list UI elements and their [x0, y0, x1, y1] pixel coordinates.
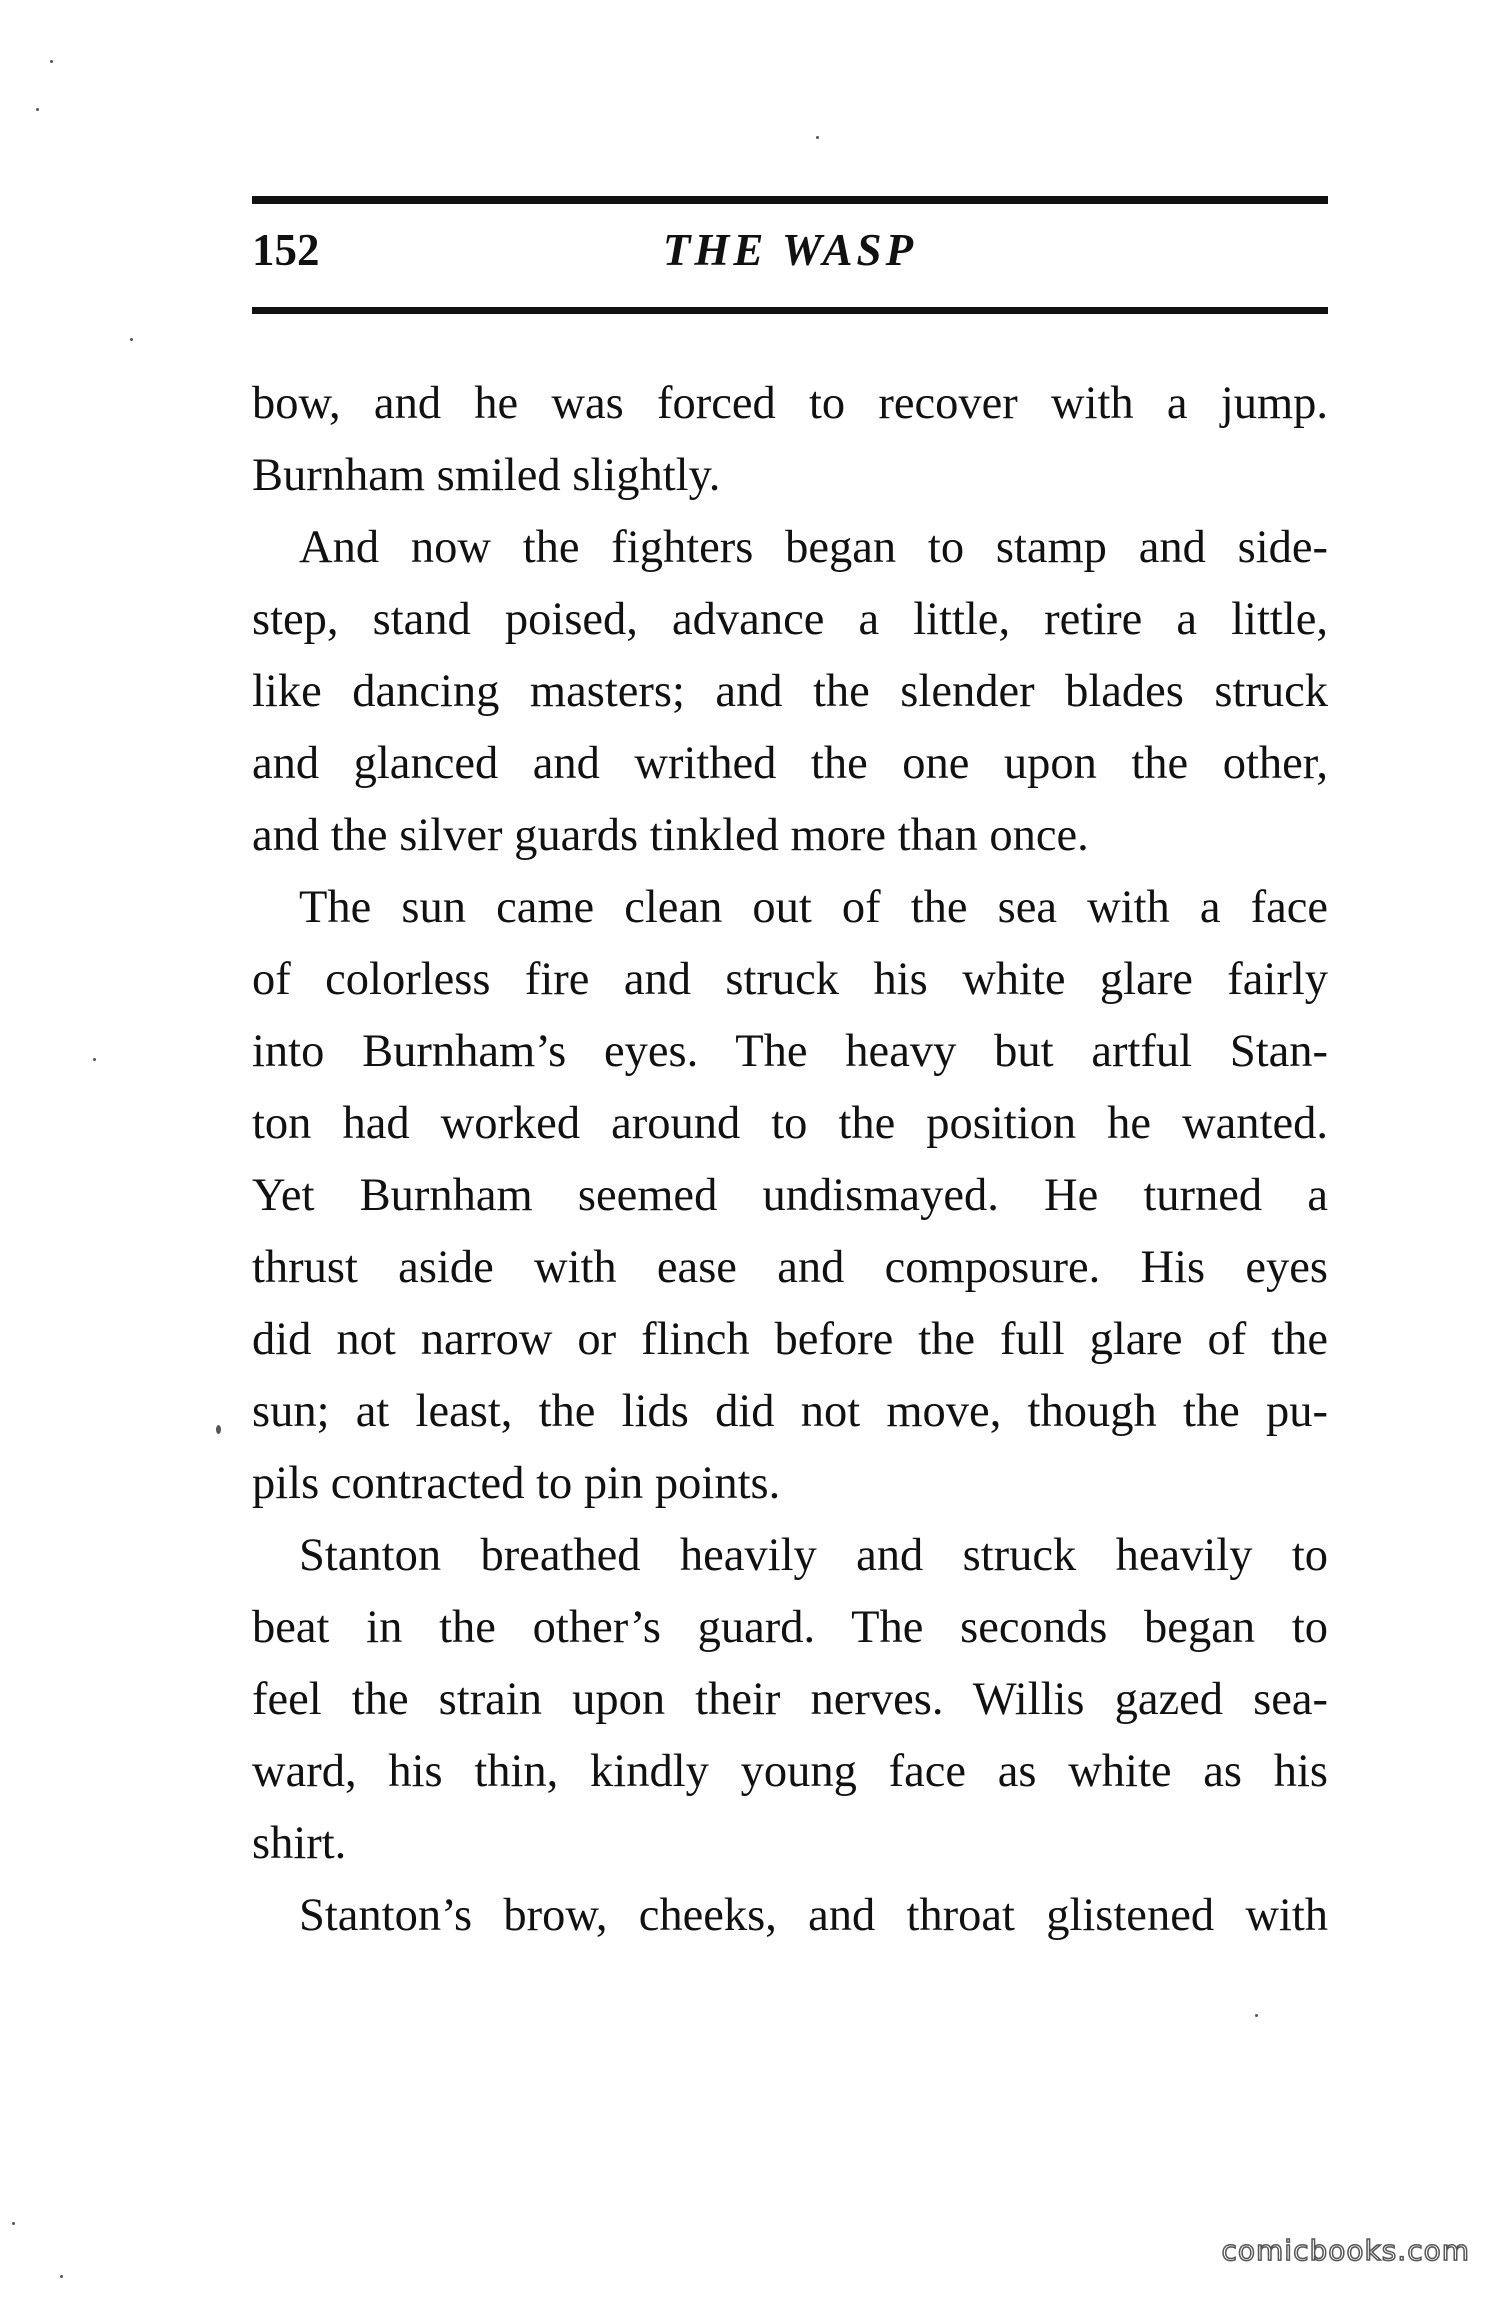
- text-line: ton had worked around to the position he wanted.: [252, 1098, 1328, 1149]
- text-line: ward, his thin, kindly young face as white as his: [252, 1746, 1328, 1797]
- text-line: and glanced and writhed the one upon the other,: [252, 738, 1328, 789]
- text-line: step, stand poised, advance a little, retire a little,: [252, 594, 1328, 645]
- watermark: comicbooks.com: [1221, 2234, 1470, 2267]
- text-line: thrust aside with ease and composure. His eyes: [252, 1242, 1328, 1293]
- text-line: sun; at least, the lids did not move, though the pu-: [252, 1386, 1328, 1437]
- text-line: beat in the other’s guard. The seconds began to: [252, 1602, 1328, 1653]
- scan-speck: [36, 108, 39, 111]
- text-line: bow, and he was forced to recover with a jump.: [252, 378, 1328, 429]
- text-line: And now the fighters began to stamp and side-: [299, 522, 1328, 573]
- text-line: into Burnham’s eyes. The heavy but artful Stan-: [252, 1026, 1328, 1077]
- scan-speck: [1255, 2014, 1258, 2017]
- scan-speck: [216, 1425, 221, 1434]
- scan-speck: [60, 2275, 63, 2278]
- scan-speck: [130, 338, 133, 341]
- text-line: Burnham smiled slightly.: [252, 450, 721, 501]
- header-rule-bottom: [252, 307, 1328, 314]
- text-line: The sun came clean out of the sea with a face: [299, 882, 1328, 933]
- scan-speck: [93, 1058, 96, 1061]
- text-line: Stanton breathed heavily and struck heavily to: [299, 1530, 1328, 1581]
- text-line: shirt.: [252, 1818, 347, 1869]
- page-number: 152: [252, 225, 320, 275]
- text-line: feel the strain upon their nerves. Willis gazed sea-: [252, 1674, 1328, 1725]
- header-rule-top: [252, 196, 1328, 204]
- text-line: and the silver guards tinkled more than once.: [252, 810, 1089, 861]
- scan-speck: [50, 60, 53, 63]
- running-head-title: THE WASP: [662, 225, 918, 275]
- text-line: of colorless fire and struck his white glare fairly: [252, 954, 1328, 1005]
- body-text: [252, 368, 1328, 1952]
- text-line: Yet Burnham seemed undismayed. He turned a: [252, 1170, 1328, 1221]
- text-line: like dancing masters; and the slender blades struck: [252, 666, 1328, 717]
- text-line: did not narrow or flinch before the full glare of the: [252, 1314, 1328, 1365]
- text-line: pils contracted to pin points.: [252, 1458, 781, 1509]
- text-line: Stanton’s brow, cheeks, and throat glistened with: [299, 1890, 1328, 1941]
- scan-speck: [12, 2222, 15, 2225]
- scan-speck: [816, 136, 819, 139]
